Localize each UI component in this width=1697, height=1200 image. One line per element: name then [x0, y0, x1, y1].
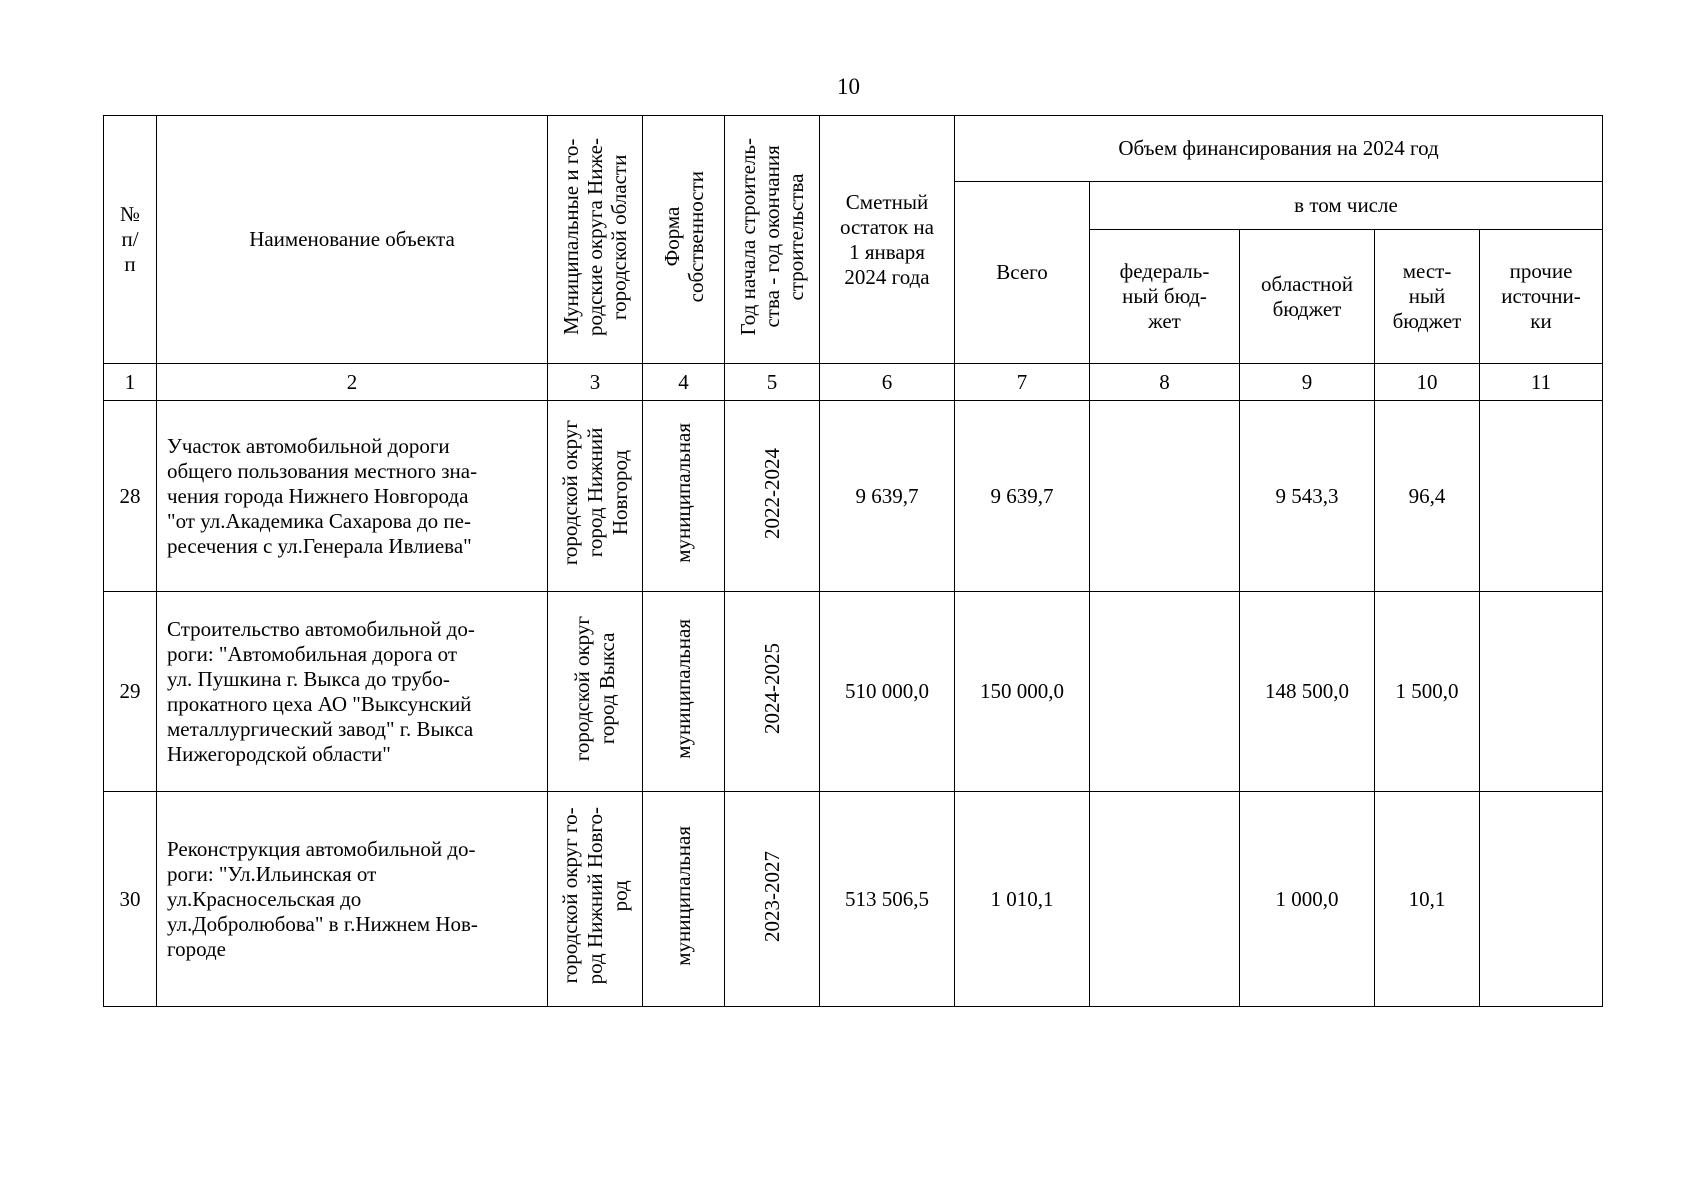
municipality: городской округ го- род Нижний Новго- род [548, 792, 643, 1007]
column-number: 2 [157, 364, 548, 401]
header-total: Всего [955, 182, 1090, 364]
header-other: прочие источни- ки [1480, 230, 1603, 364]
column-number: 11 [1480, 364, 1603, 401]
header-estimate: Сметный остаток на 1 января 2024 года [820, 116, 955, 364]
column-number: 9 [1240, 364, 1375, 401]
header-name: Наименование объекта [157, 116, 548, 364]
column-number: 1 [104, 364, 157, 401]
other-sources [1480, 592, 1603, 792]
object-name: Реконструкция автомобильной до- роги: "Ул.Ильинская от ул.Красносельская до ул.Добролюбова" в г.Нижнем Нов- городе [157, 792, 548, 1007]
estimate-balance: 9 639,7 [820, 401, 955, 592]
column-number: 7 [955, 364, 1090, 401]
row-num: 28 [104, 401, 157, 592]
table-row [104, 592, 1603, 792]
header-local: мест- ный бюджет [1375, 230, 1480, 364]
column-numbers-row [104, 364, 1603, 401]
regional-budget: 148 500,0 [1240, 592, 1375, 792]
table-row [104, 401, 1603, 592]
other-sources [1480, 401, 1603, 592]
row-num: 29 [104, 592, 157, 792]
object-name: Строительство автомобильной до- роги: "Автомобильная дорога от ул. Пушкина г. Выкса до трубо- прокатного цеха АО "Выксунский металлургический завод" г. Выкса Нижегородской области" [157, 592, 548, 792]
header-ownership: Форма собственности [643, 116, 725, 364]
local-budget: 96,4 [1375, 401, 1480, 592]
table-row [104, 792, 1603, 1007]
other-sources [1480, 792, 1603, 1007]
total-funding: 9 639,7 [955, 401, 1090, 592]
construction-years: 2022-2024 [725, 401, 820, 592]
federal-budget [1090, 401, 1240, 592]
row-num: 30 [104, 792, 157, 1007]
federal-budget [1090, 792, 1240, 1007]
municipality: городской округ город Нижний Новгород [548, 401, 643, 592]
ownership: муниципальная [643, 401, 725, 592]
estimate-balance: 513 506,5 [820, 792, 955, 1007]
total-funding: 150 000,0 [955, 592, 1090, 792]
local-budget: 1 500,0 [1375, 592, 1480, 792]
financing-table [103, 115, 1603, 1007]
column-number: 6 [820, 364, 955, 401]
federal-budget [1090, 592, 1240, 792]
column-number: 4 [643, 364, 725, 401]
construction-years: 2024-2025 [725, 592, 820, 792]
header-years: Год начала строитель- ства - год окончания строительства [725, 116, 820, 364]
header-regional: областной бюджет [1240, 230, 1375, 364]
column-number: 5 [725, 364, 820, 401]
column-number: 8 [1090, 364, 1240, 401]
ownership: муниципальная [643, 592, 725, 792]
column-number: 10 [1375, 364, 1480, 401]
column-number: 3 [548, 364, 643, 401]
header-federal: федераль- ный бюд- жет [1090, 230, 1240, 364]
construction-years: 2023-2027 [725, 792, 820, 1007]
estimate-balance: 510 000,0 [820, 592, 955, 792]
page-number: 10 [837, 74, 860, 99]
header-municipality: Муниципальные и го- родские округа Ниже- городской области [548, 116, 643, 364]
regional-budget: 1 000,0 [1240, 792, 1375, 1007]
municipality: городской округ город Выкса [548, 592, 643, 792]
header-including: в том числе [1090, 182, 1603, 230]
local-budget: 10,1 [1375, 792, 1480, 1007]
regional-budget: 9 543,3 [1240, 401, 1375, 592]
header-num: № п/ п [104, 116, 157, 364]
object-name: Участок автомобильной дороги общего пользования местного зна- чения города Нижнего Новгорода "от ул.Академика Сахарова до пе- ресечения с ул.Генерала Ивлиева" [157, 401, 548, 592]
ownership: муниципальная [643, 792, 725, 1007]
total-funding: 1 010,1 [955, 792, 1090, 1007]
header-funding: Объем финансирования на 2024 год [955, 116, 1603, 182]
